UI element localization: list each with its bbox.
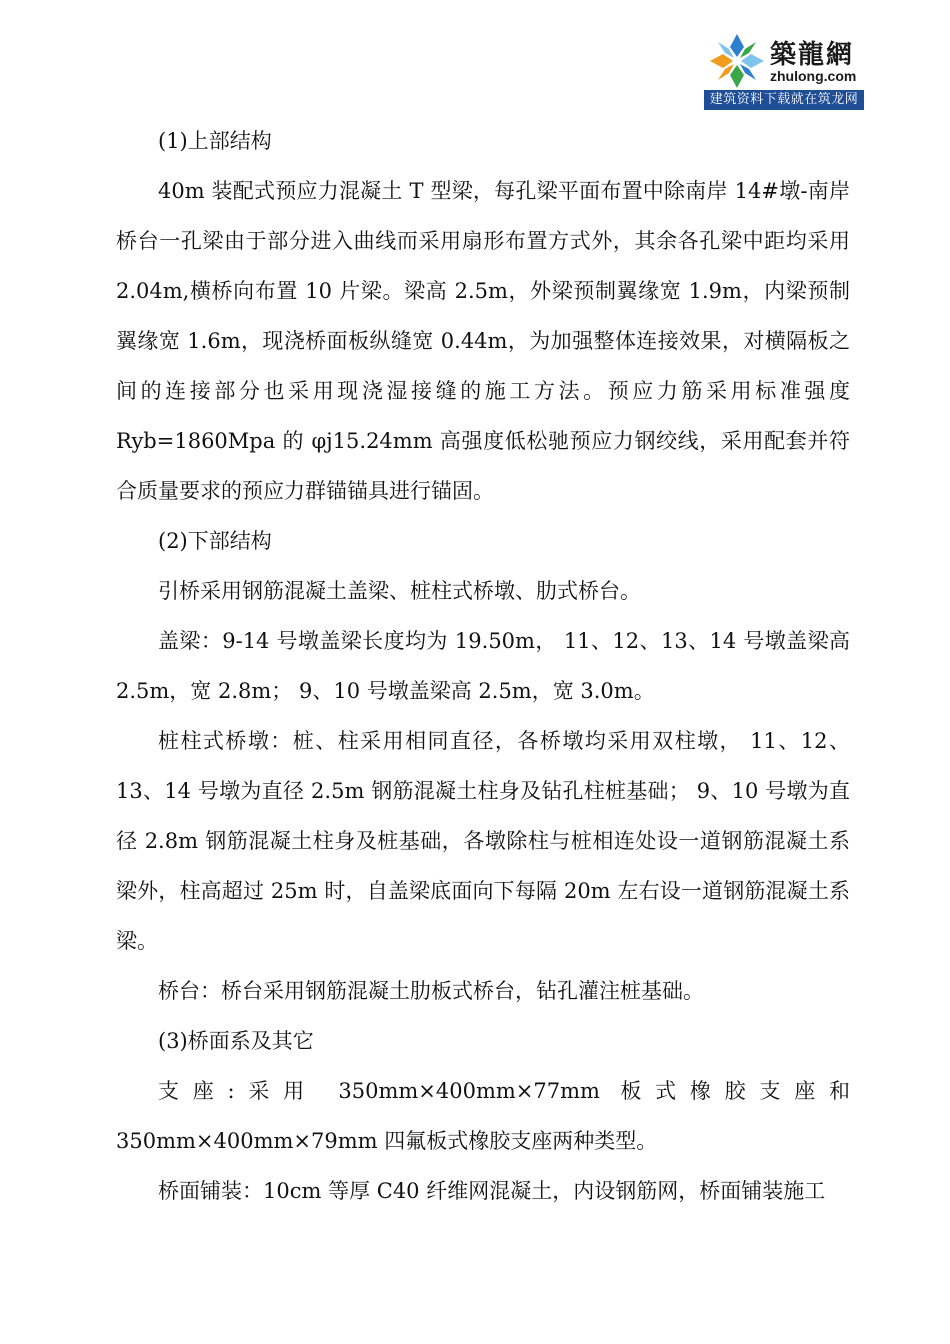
section-heading-deck: (3)桥面系及其它 xyxy=(158,1029,314,1053)
snowflake-logo-icon xyxy=(708,32,766,90)
paragraph-cap-beam: 盖梁：9-14 号墩盖梁长度均为 19.50m， 11、12、13、14 号墩盖梁高 2.5m，宽 2.8m； 9、10 号墩盖梁高 2.5m，宽 3.0m。 xyxy=(116,629,850,703)
paragraph-approach-bridge: 引桥采用钢筋混凝土盖梁、桩柱式桥墩、肋式桥台。 xyxy=(158,579,641,603)
zhulong-logo[interactable] xyxy=(704,28,864,112)
document-body xyxy=(116,116,850,1216)
logo-chinese-name: 築龍網 xyxy=(770,40,855,70)
paragraph-bearing: 支座:采用 350mm×400mm×77mm 板式橡胶支座和 350mm×400mm×79mm 四氟板式橡胶支座两种类型。 xyxy=(116,1079,850,1153)
logo-domain: zhulong.com xyxy=(770,68,857,84)
paragraph-pier: 桩柱式桥墩：桩、柱采用相同直径，各桥墩均采用双柱墩， 11、12、13、14 号墩为直径 2.5m 钢筋混凝土柱身及钻孔柱桩基础； 9、10 号墩为直径 2.8m 钢筋混凝土柱身及桩基础，各墩除柱与桩相连处设一道钢筋混凝土系梁外，柱高超过 25m 时，自盖梁底面向下每隔 20m 左右设一道钢筋混凝土系梁。 xyxy=(116,729,850,953)
section-heading-superstructure: (1)上部结构 xyxy=(158,129,272,153)
paragraph-abutment: 桥台：桥台采用钢筋混凝土肋板式桥台，钻孔灌注桩基础。 xyxy=(158,979,704,1003)
paragraph-tbeam: 40m 装配式预应力混凝土 T 型梁，每孔梁平面布置中除南岸 14#墩-南岸桥台一孔梁由于部分进入曲线而采用扇形布置方式外，其余各孔梁中距均采用 2.04m,横桥向布置 10 片梁。梁高 2.5m，外梁预制翼缘宽 1.9m，内梁预制翼缘宽 1.6m，现浇桥面板纵缝宽 0.44m，为加强整体连接效果，对横隔板之间的连接部分也采用现浇湿接缝的施工方法。预应力筋采用标准强度 Ryb=1860Mpa 的 φj15.24mm 高强度低松驰预应力钢绞线，采用配套并符合质量要求的预应力群锚锚具进行锚固。 xyxy=(116,179,850,503)
logo-tagline: 建筑资料下载就在筑龙网 xyxy=(704,90,864,110)
paragraph-pavement: 桥面铺装：10cm 等厚 C40 纤维网混凝土，内设钢筋网，桥面铺装施工 xyxy=(158,1179,826,1203)
section-heading-substructure: (2)下部结构 xyxy=(158,529,272,553)
